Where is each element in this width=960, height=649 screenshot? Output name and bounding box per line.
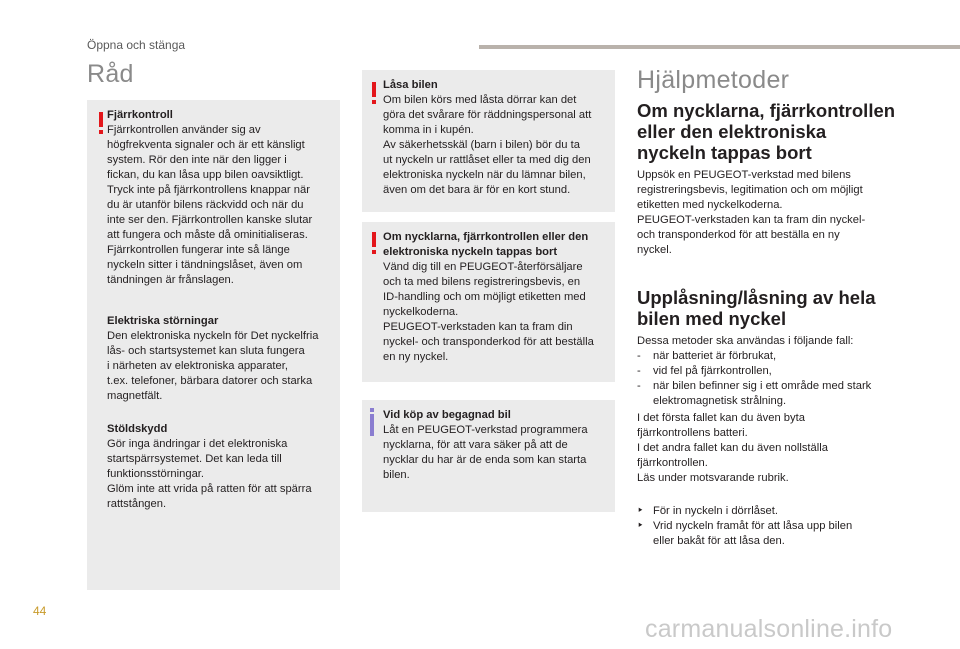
note-text: Gör inga ändringar i det elektroniska startspärrsystemet. Det kan leda till funktionsstörningar. Glöm inte att vrida på ratten för att spärra rattstången.	[107, 438, 312, 510]
header-divider-bar	[479, 45, 960, 49]
note-heading: Fjärrkontroll	[107, 109, 173, 121]
note-heading: Om nycklarna, fjärrkontrollen eller den elektroniska nyckeln tappas bort	[383, 231, 589, 258]
dash-bullet: -	[637, 365, 641, 377]
advice-title: Råd	[87, 60, 134, 88]
note-heading: Vid köp av begagnad bil	[383, 409, 511, 421]
dash-bullet: -	[637, 350, 641, 362]
dash-bullet: -	[637, 380, 641, 392]
warning-icon	[372, 82, 376, 97]
note-lost-keys	[383, 230, 613, 365]
note-anti-theft	[107, 422, 337, 512]
manual-locking-intro: Dessa metoder ska användas i följande fall:	[637, 335, 854, 347]
note-text: Fjärrkontrollen använder sig av högfrekventa signaler och är ett känsligt system. Rör den inte när den ligger i fickan, du kan låsa upp bilen oavsiktligt. Tryck inte på fjärrkontrollens knappar när du är utanför bilens räckvidd och när du inte ser den. Fjärrkontrollen kanske slutar att fungera och måste då ominitialiseras. Fjärrkontrollen fungerar inte så länge nyckeln sitter i tändningslåset, även om tändningen är frånslagen.	[107, 124, 313, 286]
used-car-note-box	[362, 400, 615, 512]
lost-keys-text: Uppsök en PEUGEOT-verkstad med bilens registreringsbevis, legitimation och om möjligt etiketten med nyckelkoderna. PEUGEOT-verkstaden kan ta fram din nyckel- och transponderkod för att beställa en ny nyckel.	[637, 169, 866, 256]
note-heading: Stöldskydd	[107, 423, 168, 435]
page-number: 44	[33, 604, 47, 618]
note-text: Vänd dig till en PEUGEOT-återförsäljare och ta med bilens registreringsbevis, en ID-handling och om möjligt etiketten med nyckelkoderna. PEUGEOT-verkstaden kan ta fram din nyckel- och transponderkod för att beställa en ny nyckel.	[383, 261, 594, 363]
list-item: ‣ För in nyckeln i dörrlåset.	[637, 505, 778, 517]
manual-locking-heading: Upplåsning/låsning av hela bilen med nyckel	[637, 287, 876, 329]
advice-box	[87, 100, 340, 590]
info-icon	[370, 414, 374, 436]
note-text: Den elektroniska nyckeln för Det nyckelfria lås- och startsystemet kan sluta fungera i närheten av elektroniska apparater, t.ex. telefoner, bärbara datorer och starka magnetfält.	[107, 330, 319, 402]
lost-keys-note-box	[362, 222, 615, 382]
list-item: ‣ Vrid nyckeln framåt för att låsa upp bilen eller bakåt för att låsa den.	[637, 520, 853, 547]
list-item: - vid fel på fjärrkontrollen,	[637, 365, 772, 377]
section-header: Öppna och stänga	[87, 38, 186, 52]
manual-locking-notes: I det första fallet kan du även byta fjärrkontrollens batteri. I det andra fallet kan du även nollställa fjärrkontrollen. Läs under motsvarande rubrik.	[637, 412, 828, 484]
note-heading: Låsa bilen	[383, 79, 438, 91]
note-text: Låt en PEUGEOT-verkstad programmera nycklarna, för att vara säker på att de nycklar du har är de enda som kan starta bilen.	[383, 424, 588, 481]
note-locking-car	[383, 78, 613, 198]
help-methods-title: Hjälpmetoder	[637, 66, 790, 94]
note-text: Om bilen körs med låsta dörrar kan det göra det svårare för räddningspersonal att komma in i kupén. Av säkerhetsskäl (barn i bilen) bör du ta ut nyckeln ur rattlåset eller ta med dig den elektroniska nyckeln när du lämnar bilen, även om det bara är för en kort stund.	[383, 94, 592, 196]
note-electrical-interference	[107, 314, 339, 404]
warning-icon	[99, 112, 103, 127]
arrow-step-icon: ‣	[637, 520, 644, 532]
lost-keys-heading: Om nycklarna, fjärrkontrollen eller den elektroniska nyckeln tappas bort	[637, 100, 896, 163]
warning-icon	[372, 232, 376, 247]
arrow-step-icon: ‣	[637, 505, 644, 517]
list-item: - när batteriet är förbrukat,	[637, 350, 777, 362]
watermark: carmanualsonline.info	[645, 615, 893, 643]
note-heading: Elektriska störningar	[107, 315, 219, 327]
note-used-car	[383, 408, 613, 483]
note-remote-control	[107, 108, 337, 288]
locking-note-box	[362, 70, 615, 212]
list-item: - när bilen befinner sig i ett område med stark elektromagnetisk strålning.	[637, 380, 872, 407]
